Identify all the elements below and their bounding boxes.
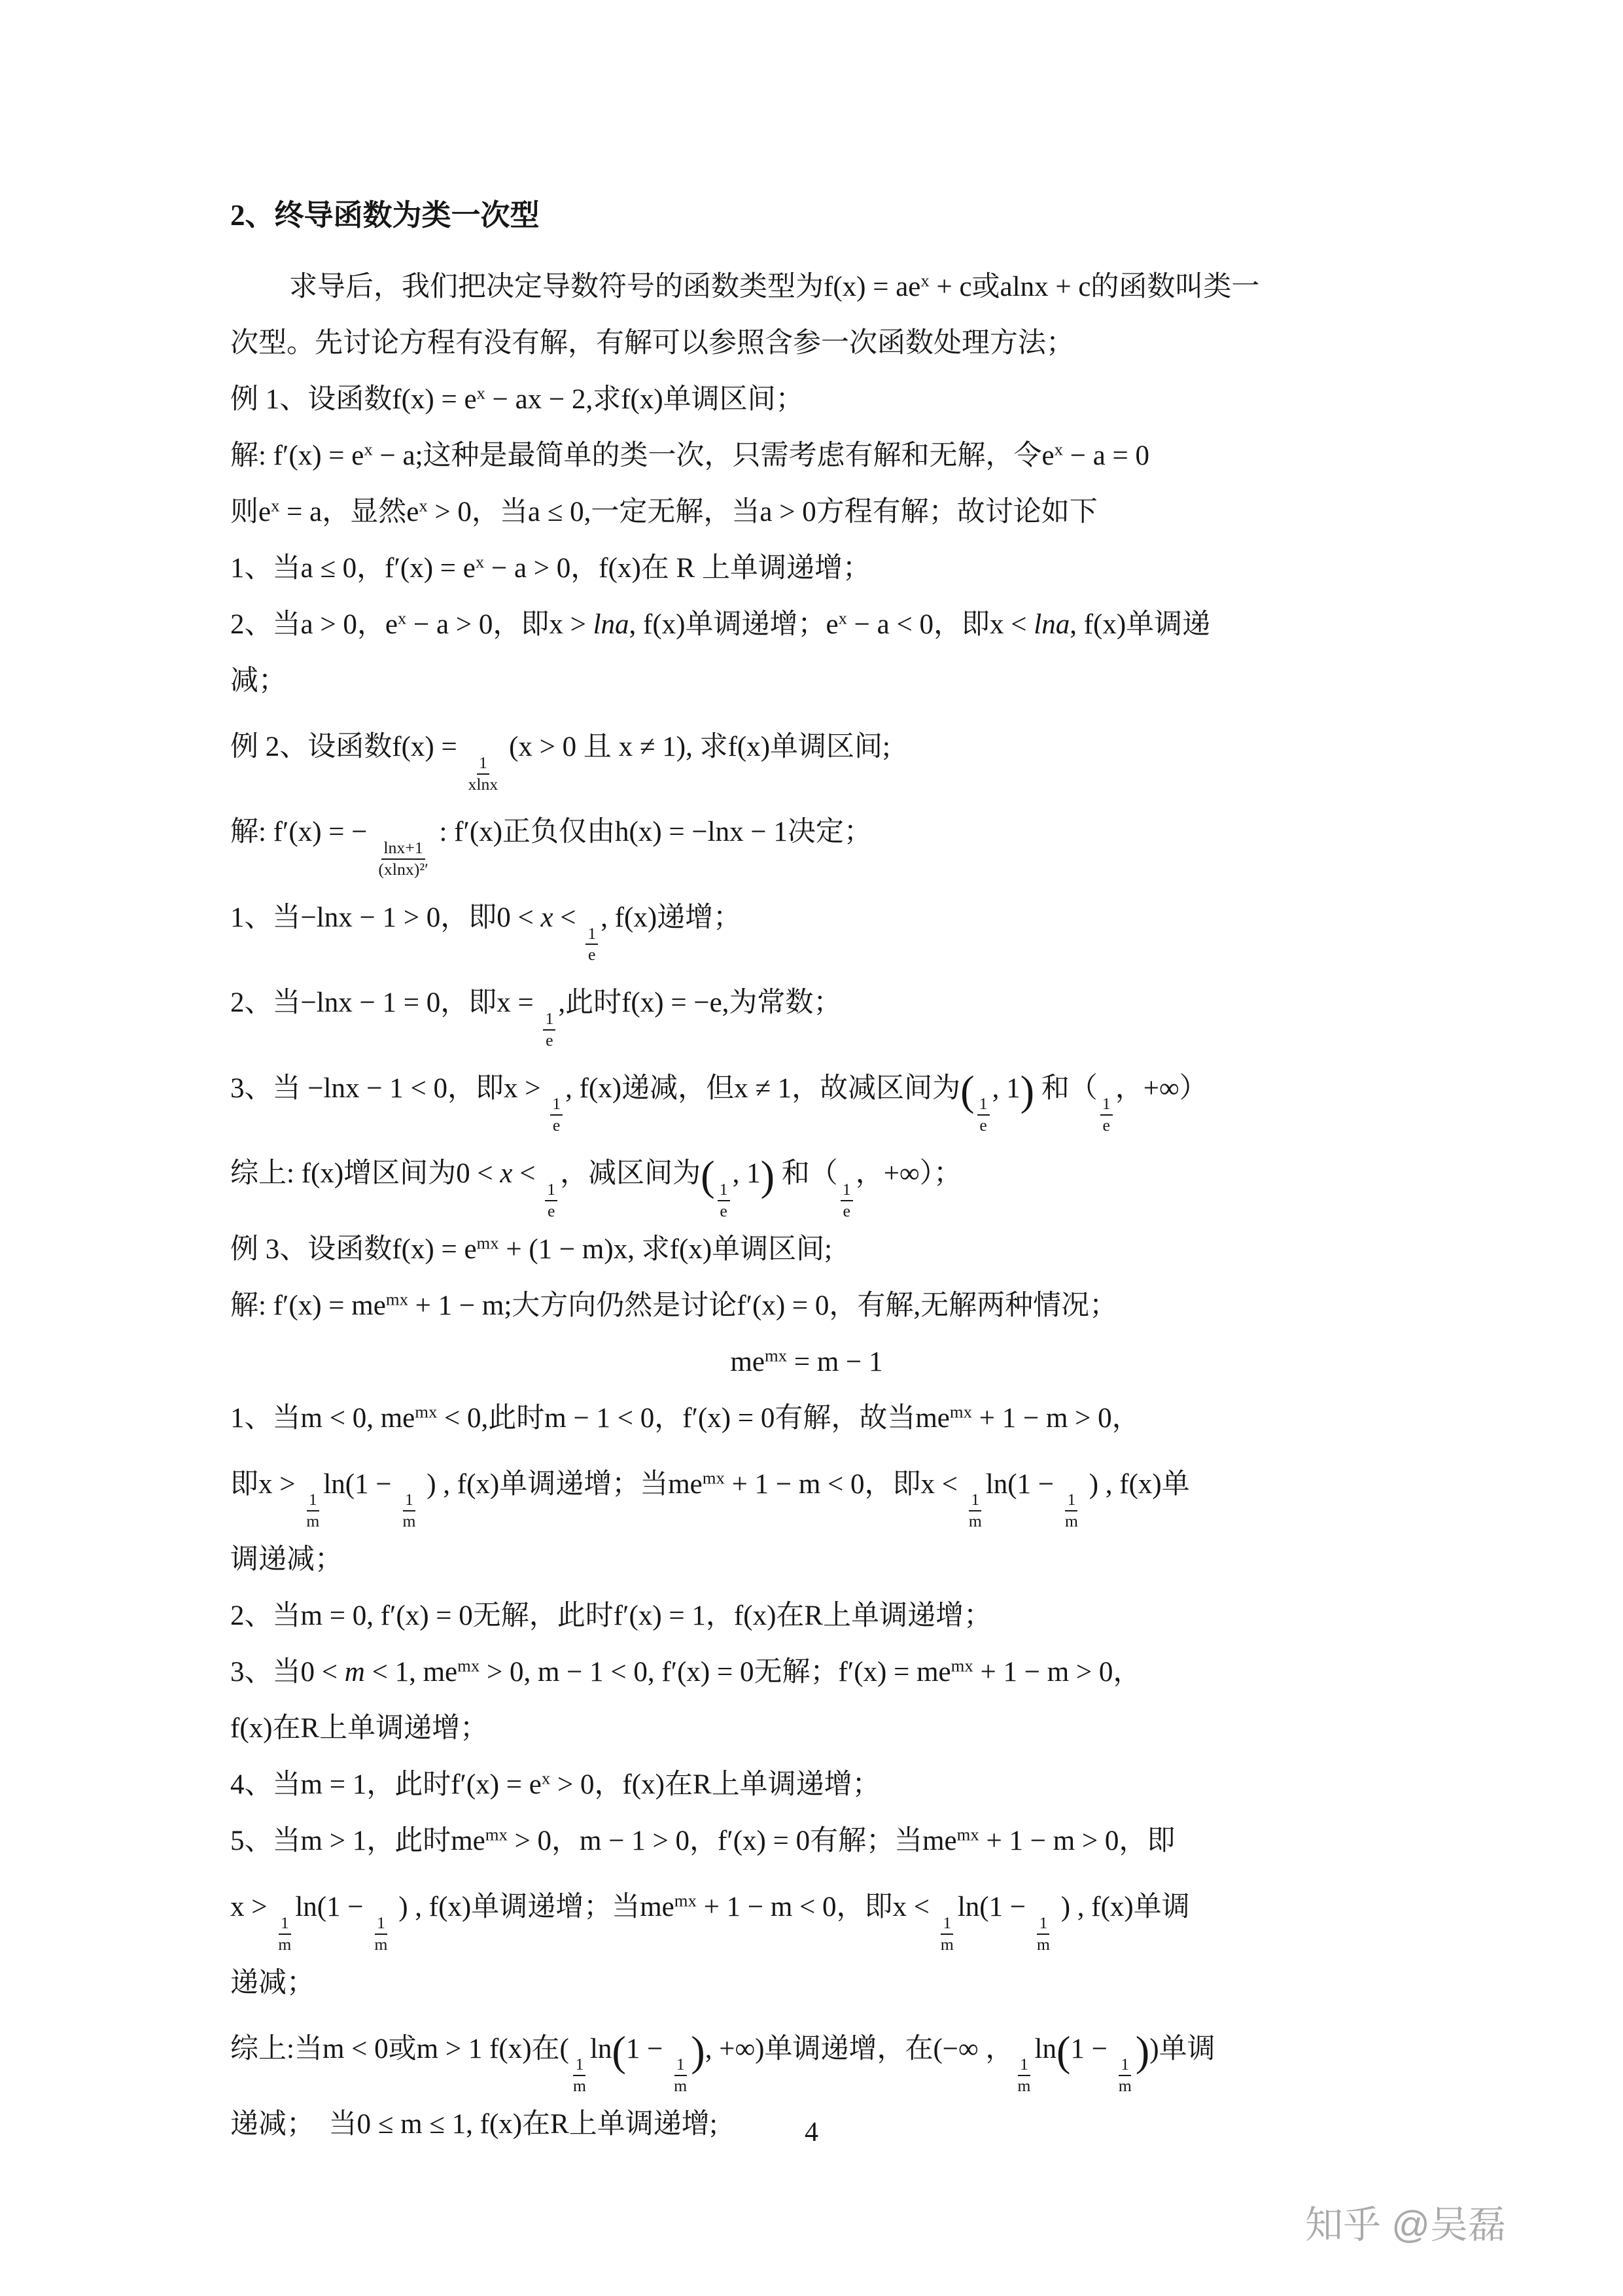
text-line-21: 调递减； xyxy=(230,1544,343,1576)
text-line-9: 减； xyxy=(230,665,287,696)
fraction: $\frac{1}{e}$ xyxy=(545,1180,557,1222)
text-line-17: 解: $f'(x) = me^{mx} + 1 - m$;大方向仍然是讨论f′(x) = 0，有解,无解两种情况； xyxy=(230,1289,1118,1321)
fraction: $\frac{1}{e}$ xyxy=(543,1009,555,1051)
text-line-11: 解: f′(x) = − $\frac{\ln x+1}{\text{(xlnx)²′}}$ : f′(x)正负仅由h(x) = −lnx − 1决定； xyxy=(230,817,872,879)
fraction: $\frac{1}{m}$ xyxy=(572,2055,586,2096)
doc-content xyxy=(230,187,1383,2153)
text-line-16: 例 3、设函数$f(x) = e^{mx} + (1 - m)x$, 求f(x)单调区间; xyxy=(230,1233,833,1265)
fraction: $\frac{\ln x+1}{\text{(xlnx)²′}}$ xyxy=(378,838,428,879)
text-line-27: x > $\frac{1}{m}$ ln(1 − $\frac{1}{m}$ ) , f(x)单调递增；当$me^{mx} + 1 - m < 0$，即x < $\frac{1}{m}$ ln(1 − $\frac{1}{m}$ ) , f(x)单调 xyxy=(230,1890,1190,1954)
fraction: $\frac{1}{e}$ xyxy=(550,1094,563,1136)
text-line-12: 1、当−lnx − 1 > 0，即0 < x < $\frac{1}{e}$ , f(x)递增； xyxy=(230,902,742,964)
fraction: $\frac{1}{e}$ xyxy=(977,1094,990,1136)
text-line-14: 3、当 −lnx − 1 < 0，即x > $\frac{1}{e}$ , f(x)递减，但x ≠ 1，故减区间为( $\frac{1}{e}$ , 1) 和（ $\frac{1}{e}$ ，+∞） xyxy=(230,1067,1208,1135)
fraction: $\frac{1}{e}$ xyxy=(585,924,598,966)
fraction: $\frac{1}{m}$ xyxy=(1064,1490,1078,1531)
text-line-29: 综上:当m < 0或m > 1 f(x)在( $\frac{1}{m}$ ln(1 − $\frac{1}{m}$ ), +∞)单调递增，在(−∞ ， $\frac{1}{m}$ ln(1 − $\frac{1}{m}$ ))单调 xyxy=(230,2028,1215,2096)
text-line-18: $me^{mx} = m - 1$ xyxy=(730,1345,883,1377)
text-line-28: 递减； xyxy=(230,1967,315,1998)
text-line-2: 求导后，我们把决定导数符号的函数类型为$f(x) = ae^x + c$或alnx + c的函数叫类一 xyxy=(289,270,1260,302)
fraction: $\frac{1}{m}$ xyxy=(306,1490,320,1531)
fraction: $\frac{1}{e}$ xyxy=(718,1180,730,1222)
text-line-19: 1、当m < 0, $me^{mx} < 0$,此时m − 1 < 0，f′(x) = 0有解，故当$me^{mx} + 1 - m > 0$， xyxy=(230,1402,1140,1434)
text-line-15: 综上: f(x)增区间为0 < x < $\frac{1}{e}$ ，减区间为( $\frac{1}{e}$ , 1) 和（ $\frac{1}{e}$ ，+∞）； xyxy=(230,1152,962,1220)
text-line-4: 例 1、设函数$f(x) = e^x$ − ax − 2,求f(x)单调区间； xyxy=(230,383,804,415)
text-line-6: 则$e^x = a$，显然$e^x > 0$，当a ≤ 0,一定无解，当a > 0方程有解；故讨论如下 xyxy=(230,495,1098,527)
text-line-8: 2、当a > 0，$e^x - a > 0$，即x > lna, f(x)单调递增；$e^x - a < 0$，即x < lna, f(x)单调递 xyxy=(230,608,1211,640)
text-line-7: 1、当a ≤ 0，$f'(x) = e^x - a > 0$，f(x)在 R 上单调递增； xyxy=(230,552,871,584)
fraction: $\frac{1}{m}$ xyxy=(968,1490,982,1531)
text-line-1: 2、终导函数为类一次型 xyxy=(230,199,540,232)
text-line-23: 3、当0 < m < 1, $me^{mx} > 0$, m − 1 < 0, f′(x) = 0无解；$f'(x) = me^{mx} + 1 - m > 0$， xyxy=(230,1655,1142,1688)
page-number: 4 xyxy=(805,2117,818,2147)
fraction: $\frac{1}{xlnx}$ xyxy=(468,752,498,794)
text-line-10: 例 2、设函数f(x) = $\frac{1}{xlnx}$ (x > 0 且 x ≠ 1), 求f(x)单调区间; xyxy=(230,732,890,794)
text-line-13: 2、当−lnx − 1 = 0，即x = $\frac{1}{e}$ ,此时f(x) = −e,为常数； xyxy=(230,987,842,1050)
fraction: $\frac{1}{m}$ xyxy=(1036,1913,1050,1954)
fraction: $\frac{1}{m}$ xyxy=(1118,2055,1132,2096)
fraction: $\frac{1}{m}$ xyxy=(402,1490,416,1531)
fraction: $\frac{1}{e}$ xyxy=(841,1180,853,1222)
text-line-22: 2、当m = 0, f′(x) = 0无解，此时f′(x) = 1，f(x)在R上单调递增； xyxy=(230,1600,992,1632)
text-line-26: 5、当m > 1，此时$me^{mx} > 0$，m − 1 > 0，f′(x) = 0有解；当$me^{mx} + 1 - m > 0$，即 xyxy=(230,1824,1176,1857)
text-line-20: 即x > $\frac{1}{m}$ ln(1 − $\frac{1}{m}$ ) , f(x)单调递增；当$me^{mx} + 1 - m < 0$，即x < $\frac{1}{m}$ ln(1 − $\frac{1}{m}$ ) , f(x)单 xyxy=(230,1468,1190,1531)
fraction: $\frac{1}{m}$ xyxy=(1017,2055,1031,2096)
text-line-3: 次型。先讨论方程有没有解，有解可以参照含参一次函数处理方法； xyxy=(230,328,1074,359)
fraction: $\frac{1}{m}$ xyxy=(940,1913,954,1954)
fraction: $\frac{1}{m}$ xyxy=(374,1913,388,1954)
fraction: $\frac{1}{m}$ xyxy=(674,2055,688,2096)
fraction: $\frac{1}{m}$ xyxy=(278,1913,292,1954)
text-line-5: 解: $f'(x) = e^x - a$;这种是最简单的类一次，只需考虑有解和无解，令$e^x - a = 0$ xyxy=(230,439,1150,471)
text-line-25: 4、当m = 1，此时$f'(x) = e^x > 0$，f(x)在R上单调递增； xyxy=(230,1768,881,1801)
watermark: 知乎 @吴磊 xyxy=(1305,2204,1506,2246)
text-line-24: f(x)在R上单调递增； xyxy=(230,1713,489,1744)
text-line-30: 递减； 当0 ≤ m ≤ 1, f(x)在R上单调递增; xyxy=(230,2109,718,2140)
fraction: $\frac{1}{e}$ xyxy=(1100,1094,1113,1136)
